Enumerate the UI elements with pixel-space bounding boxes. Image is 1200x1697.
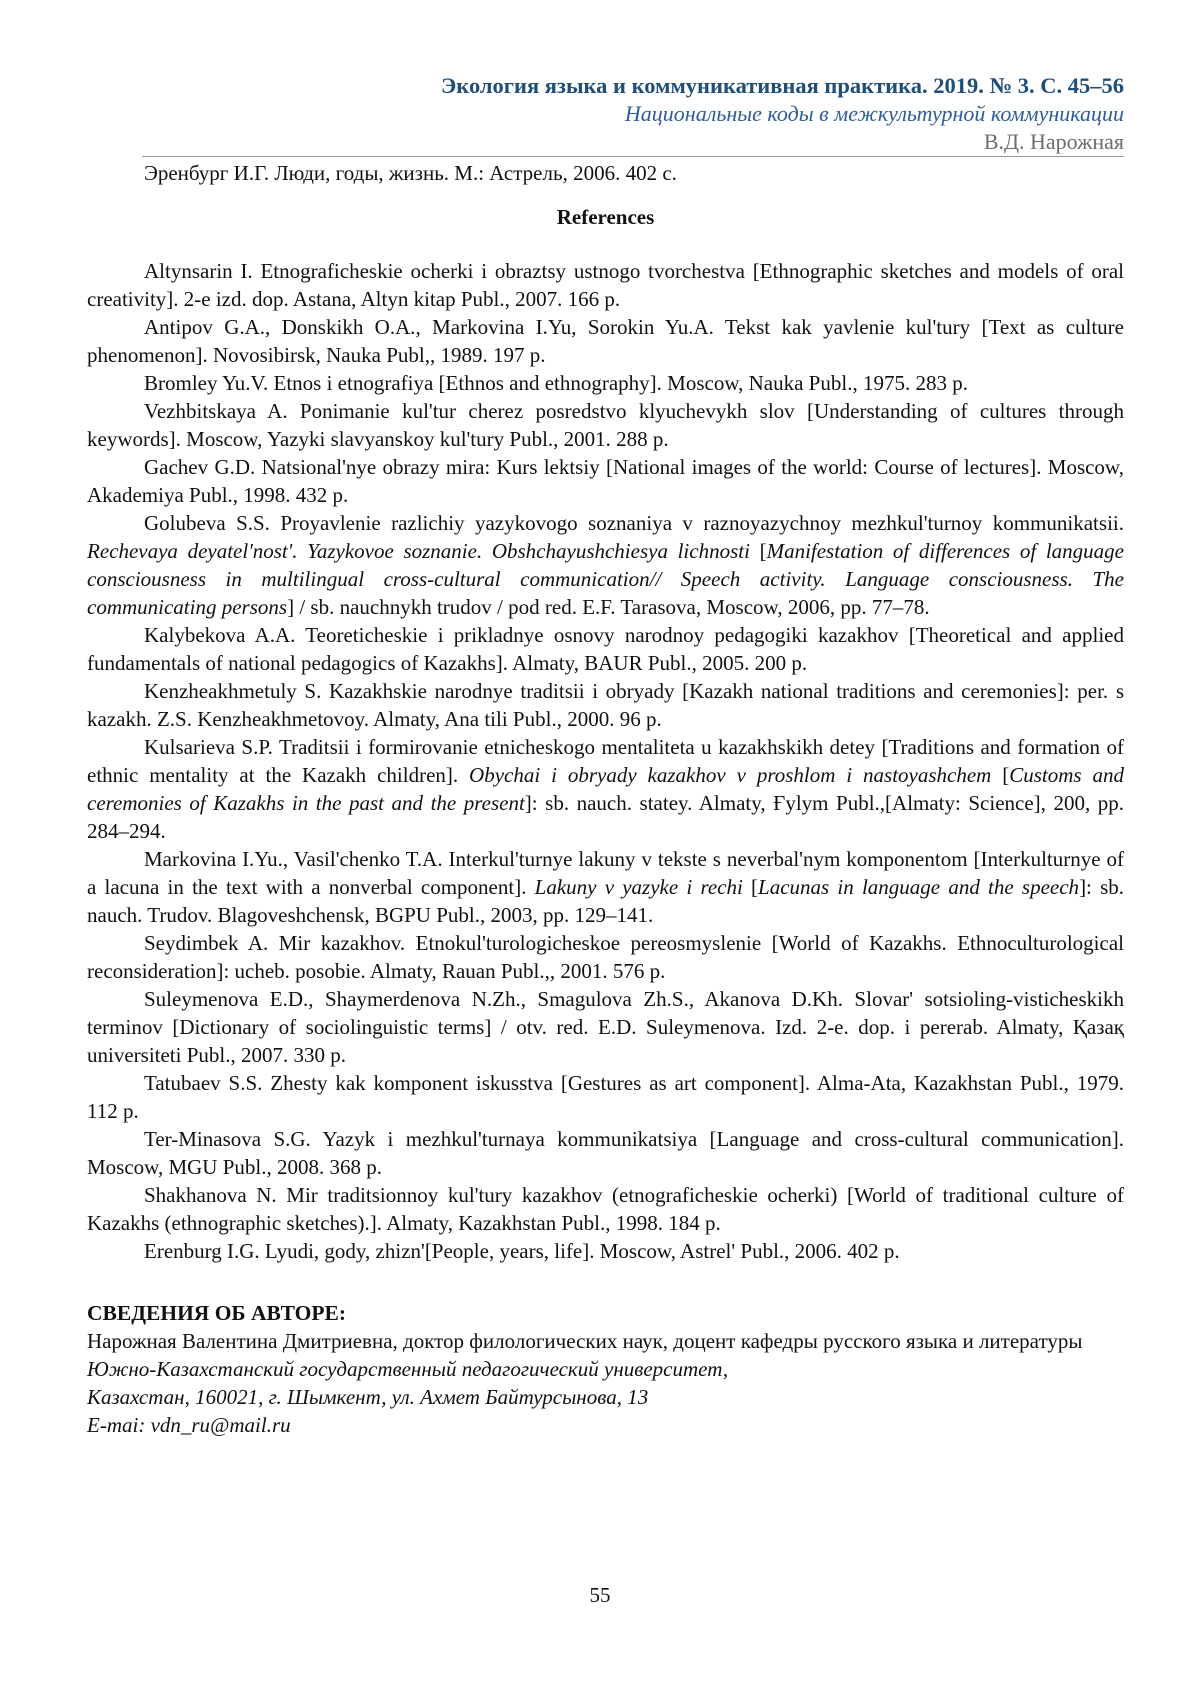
reference-item — [87, 313, 1124, 369]
reference-text: ]: sb. nauch. statey. Almaty, Ғylym Publ.,[Almaty: Science], 200, pp. 284–294. — [87, 791, 1124, 843]
reference-item — [87, 1069, 1124, 1125]
header-divider — [142, 156, 1124, 157]
reference-text: Suleymenova E.D., Shaymerdenova N.Zh., Smagulova Zh.S., Akanova D.Kh. Slovar' sotsioling-visticheskikh terminov [Dictionary of sociolinguistic terms] / otv. red. E.D. Suleymenova. Izd. 2-e. dop. i pererab. Almaty, Қазақ universiteti Publ., 2007. 330 p. — [87, 987, 1124, 1067]
reference-text: [ — [742, 875, 759, 899]
author-email: E-mai: vdn_ru@mail.ru — [87, 1413, 291, 1437]
running-header — [87, 72, 1124, 155]
reference-text: [ — [991, 763, 1010, 787]
reference-text: Ter-Minasova S.G. Yazyk i mezhkul'turnaya kommunikatsiya [Language and cross-cultural communication]. Moscow, MGU Publ., 2008. 368 p. — [87, 1127, 1124, 1179]
author-name-line: Нарожная Валентина Дмитриевна, доктор филологических наук, доцент кафедры русского языка и литературы — [87, 1329, 1083, 1353]
reference-text: Antipov G.A., Donskikh O.A., Markovina I.Yu, Sorokin Yu.A. Tekst kak yavlenie kul'tury [Text as culture phenomenon]. Novosibirsk, Nauka Publ,, 1989. 197 p. — [87, 315, 1124, 367]
reference-italic-text: Obychai i obryady kazakhov v proshlom i nastoyashchem — [469, 763, 992, 787]
reference-text: Golubeva S.S. Proyavlenie razlichiy yazykovogo soznaniya v raznoyazychnoy mezhkul'turnoy kommunikatsii. — [144, 511, 1124, 535]
reference-italic-text: Lacunas in language and the speech — [758, 875, 1080, 899]
reference-text: Gachev G.D. Natsional'nye obrazy mira: Kurs lektsiy [National images of the world: Course of lectures]. Moscow, Akademiya Publ., 1998. 432 p. — [87, 455, 1124, 507]
reference-text: Shakhanova N. Mir traditsionnoy kul'tury kazakhov (etnograficheskie ocherki) [World of traditional culture of Kazakhs (ethnographic sketches).]. Almaty, Kazakhstan Publ., 1998. 184 p. — [87, 1183, 1124, 1235]
reference-text: ]: sb. nauch. Trudov. Blagoveshchensk, BGPU Publ., 2003, pp. 129–141. — [87, 875, 1125, 927]
author-address: Казахстан, 160021, г. Шымкент, ул. Ахмет Байтурсынова, 13 — [87, 1385, 649, 1409]
reference-item — [87, 985, 1124, 1069]
reference-item — [87, 453, 1124, 509]
section-title: Национальные коды в межкультурной коммуникации — [624, 101, 1124, 126]
author-university: Южно-Казахстанский государственный педагогический университет, — [87, 1357, 729, 1381]
reference-item — [87, 1125, 1124, 1181]
reference-item — [87, 1237, 1124, 1265]
page-number: 55 — [589, 1583, 611, 1607]
about-author-heading: СВЕДЕНИЯ ОБ АВТОРЕ: — [87, 1301, 346, 1325]
reference-item — [87, 1181, 1124, 1237]
reference-text: Kenzheakhmetuly S. Kazakhskie narodnye traditsii i obryady [Kazakh national traditions and ceremonies]: per. s kazakh. Z.S. Kenzheakhmetovoy. Almaty, Ana tili Publ., 2000. 96 p. — [87, 679, 1124, 731]
header-author: В.Д. Нарожная — [983, 129, 1124, 154]
reference-italic-text: Lakuny v yazyke i rechi — [534, 875, 743, 899]
about-author-section — [87, 1299, 1124, 1439]
reference-italic-text: Rechevaya deyatel'nost'. Yazykovoe soznanie. Obshchayushchiesya lichnosti — [87, 539, 750, 563]
reference-text: Kulsarieva S.P. Traditsii i formirovanie etnicheskogo mentaliteta u kazakhskikh detey [Traditions and formation of ethnic mentality at the Kazakh children]. — [87, 735, 1124, 787]
reference-text: Bromley Yu.V. Etnos i etnografiya [Ethnos and ethnography]. Moscow, Nauka Publ., 1975. 283 p. — [144, 371, 968, 395]
reference-item — [87, 509, 1124, 621]
references-list — [87, 257, 1124, 1265]
reference-text: ] / sb. nauchnykh trudov / pod red. E.F. Tarasova, Moscow, 2006, pp. 77–78. — [287, 595, 930, 619]
reference-text: [ — [749, 539, 767, 563]
reference-text: Erenburg I.G. Lyudi, gody, zhizn'[People, years, life]. Moscow, Astrel' Publ., 2006. 402 p. — [144, 1239, 900, 1263]
reference-item — [87, 845, 1124, 929]
reference-text: Kalybekova A.A. Teoreticheskie i prikladnye osnovy narodnoy pedagogiki kazakhov [Theoretical and applied fundamentals of national pedagogics of Kazakhs]. Almaty, BAUR Publ., 2005. 200 p. — [87, 623, 1124, 675]
reference-item — [87, 929, 1124, 985]
article-body — [87, 159, 1124, 1439]
journal-title: Экология языка и коммуникативная практика. 2019. № 3. С. 45–56 — [441, 73, 1124, 98]
reference-item — [87, 257, 1124, 313]
reference-text: Altynsarin I. Etnograficheskie ocherki i obraztsy ustnogo tvorchestva [Ethnographic sketches and models of oral creativity]. 2-e izd. dop. Astana, Altyn kitap Publ., 2007. 166 p. — [87, 259, 1124, 311]
reference-italic-text: Customs and ceremonies of Kazakhs in the past and the present — [87, 763, 1125, 815]
reference-text: Seydimbek A. Mir kazakhov. Etnokul'turologicheskoe pereosmyslenie [World of Kazakhs. Ethnoculturological reconsideration]: ucheb. posobie. Almaty, Rauan Publ.,, 2001. 576 p. — [87, 931, 1124, 983]
reference-item — [87, 733, 1124, 845]
reference-item — [87, 369, 1124, 397]
references-heading: References — [556, 205, 655, 229]
reference-italic-text: Manifestation of differences of language consciousness in multilingual cross-cultural communication// Speech activity. Language consciousness. The communicating persons — [87, 539, 1124, 619]
reference-item — [87, 677, 1124, 733]
reference-text: Vezhbitskaya A. Ponimanie kul'tur cherez posredstvo klyuchevykh slov [Understanding of cultures through keywords]. Moscow, Yazyki slavyanskoy kul'tury Publ., 2001. 288 p. — [87, 399, 1124, 451]
reference-text: Tatubaev S.S. Zhesty kak komponent iskusstva [Gestures as art component]. Alma-Ata, Kazakhstan Publ., 1979. 112 p. — [87, 1071, 1124, 1123]
lead-reference: Эренбург И.Г. Люди, годы, жизнь. М.: Астрель, 2006. 402 с. — [144, 161, 677, 185]
reference-item — [87, 397, 1124, 453]
reference-item — [87, 621, 1124, 677]
reference-text: Markovina I.Yu., Vasil'chenko T.A. Interkul'turnye lakuny v tekste s neverbal'nym komponentom [Interkulturnye of a lacuna in the text with a nonverbal component]. — [87, 847, 1124, 899]
